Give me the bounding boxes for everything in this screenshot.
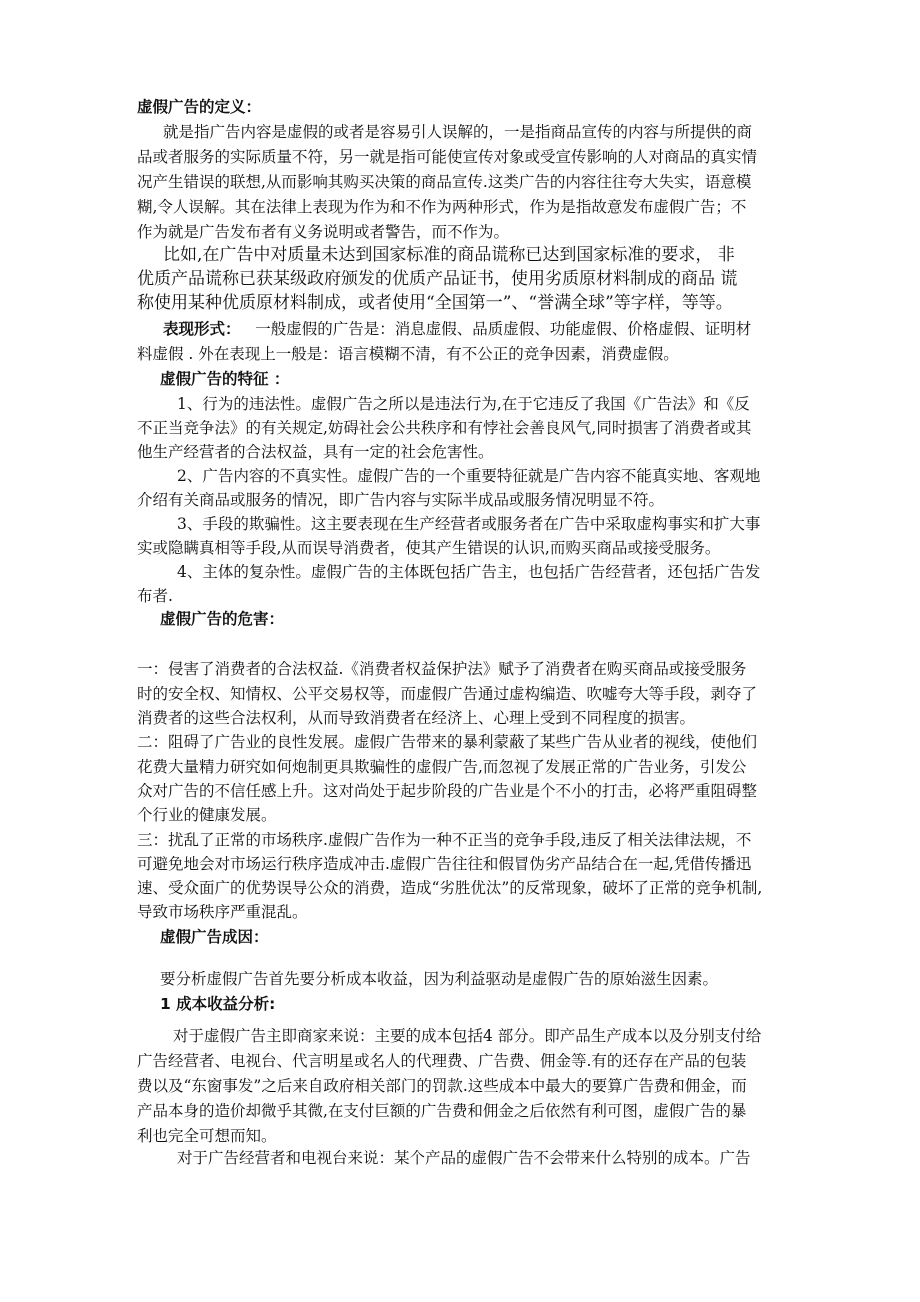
heading-cause: 虚假广告成因：: [160, 928, 269, 946]
definition-line: 就是指广告内容是虚假的或者是容易引人误解的，一是指商品宣传的内容与所提供的商: [163, 123, 753, 141]
heading-features: 虚假广告的特征 ：: [160, 370, 290, 388]
feature-line: 实或隐瞒真相等手段,从而误导消费者，使其产生错误的认识,而购买商品或接受服务。: [137, 539, 721, 557]
example-line: 优质产品谎称已获某级政府颁发的优质产品证书，使用劣质原材料制成的商品 谎: [137, 269, 738, 289]
forms-line: 料虚假 . 外在表现上一般是：语言模糊不清，有不公正的竞争因素，消费虚假。: [137, 345, 679, 363]
feature-line: 不正当竞争法》的有关规定,妨碍社会公共秩序和有悖社会善良风气,同时损害了消费者或其: [137, 419, 752, 437]
cost-line: 产品本身的造价却微乎其微,在支付巨额的广告费和佣金之后依然有利可图，虚假广告的暴: [137, 1102, 747, 1120]
feature-line: 布者.: [137, 587, 173, 605]
forms-label: 表现形式：: [163, 320, 241, 338]
harm-line: 消费者的这些合法权利，从而导致消费者在经济上、心理上受到不同程度的损害。: [137, 709, 696, 727]
cost-line: 利也完全可想而知。: [137, 1127, 277, 1145]
harm-line: 众对广告的不信任感上升。这对尚处于起步阶段的广告业是个不小的打击，必将严重阻碍整: [137, 782, 758, 800]
harm-line: 时的安全权、知情权、公平交易权等，而虚假广告通过虚构编造、吹嘘夸大等手段，剥夺了: [137, 685, 758, 703]
harm-line: 二：阻碍了广告业的良性发展。虚假广告带来的暴利蒙蔽了某些广告从业者的视线，使他们: [137, 733, 758, 751]
feature-line: 他生产经营者的合法权益，具有一定的社会危害性。: [137, 443, 494, 461]
harm-line: 速、受众面广的优势误导公众的消费，造成“劣胜优汰”的反常现象，破坏了正常的竞争机制,: [137, 879, 763, 897]
feature-line: 3、手段的欺骗性。这主要表现在生产经营者或服务者在广告中采取虚构事实和扩大事: [177, 515, 761, 533]
harm-line: 导致市场秩序严重混乱。: [137, 903, 308, 921]
feature-line: 介绍有关商品或服务的情况，即广告内容与实际半成品或服务情况明显不符。: [137, 491, 665, 509]
forms-line: [163, 318, 803, 340]
harm-line: 三：扰乱了正常的市场秩序.虚假广告作为一种不正当的竞争手段,违反了相关法律法规，不: [137, 831, 752, 849]
heading-harm: 虚假广告的危害：: [160, 610, 285, 628]
feature-line: 2、广告内容的不真实性。虚假广告的一个重要特征就是广告内容不能真实地、客观地: [177, 467, 761, 485]
example-line: 比如,在广告中对质量未达到国家标准的商品谎称已达到国家标准的要求， 非: [163, 245, 735, 265]
cause-line: 要分析虚假广告首先要分析成本收益，因为利益驱动是虚假广告的原始滋生因素。: [160, 970, 719, 988]
harm-line: 个行业的健康发展。: [137, 806, 277, 824]
cost-line: 费以及“东窗事发”之后来自政府相关部门的罚款.这些成本中最大的要算广告费和佣金，而: [137, 1077, 747, 1095]
definition-line: 品或者服务的实际质量不符，另一就是指可能使宣传对象或受宣传影响的人对商品的真实情: [137, 148, 758, 166]
cost-line: 广告经营者、电视台、代言明星或名人的代理费、广告费、佣金等.有的还存在产品的包装: [137, 1052, 747, 1070]
harm-line: 一：侵害了消费者的合法权益.《消费者权益保护法》赋予了消费者在购买商品或接受服务: [137, 660, 747, 678]
harm-line: 可避免地会对市场运行秩序造成冲击.虚假广告往往和假冒伪劣产品结合在一起,凭借传播迅: [137, 855, 752, 873]
definition-line: 况产生错误的联想,从而影响其购买决策的商品宣传.这类广告的内容往往夸大失实，语意模: [137, 173, 752, 191]
cost-line: 对于虚假广告主即商家来说：主要的成本包括4 部分。即产品生产成本以及分别支付给: [173, 1027, 762, 1045]
feature-line: 4、主体的复杂性。虚假广告的主体既包括广告主，也包括广告经营者，还包括广告发: [177, 563, 761, 581]
forms-text: 一般虚假的广告是：消息虚假、品质虚假、功能虚假、价格虚假、证明材: [255, 320, 752, 338]
harm-line: 花费大量精力研究如何炮制更具欺骗性的虚假广告,而忽视了发展正常的广告业务，引发公: [137, 758, 747, 776]
example-line: 称使用某种优质原材料制成，或者使用“全国第一”、“誉满全球”等字样，等等。: [137, 293, 733, 313]
feature-line: 1、行为的违法性。虚假广告之所以是违法行为,在于它违反了我国《广告法》和《反: [177, 395, 750, 413]
definition-line: 糊,令人误解。其在法律上表现为作为和不作为两种形式，作为是指故意发布虚假广告；不: [137, 198, 747, 216]
definition-line: 作为就是广告发布者有义务说明或者警告，而不作为。: [137, 223, 510, 241]
heading-cost-analysis: 1 成本收益分析:: [160, 995, 276, 1013]
heading-definition: 虚假广告的定义：: [137, 98, 262, 116]
cost-line: 对于广告经营者和电视台来说：某个产品的虚假广告不会带来什么特别的成本。广告: [177, 1149, 751, 1167]
